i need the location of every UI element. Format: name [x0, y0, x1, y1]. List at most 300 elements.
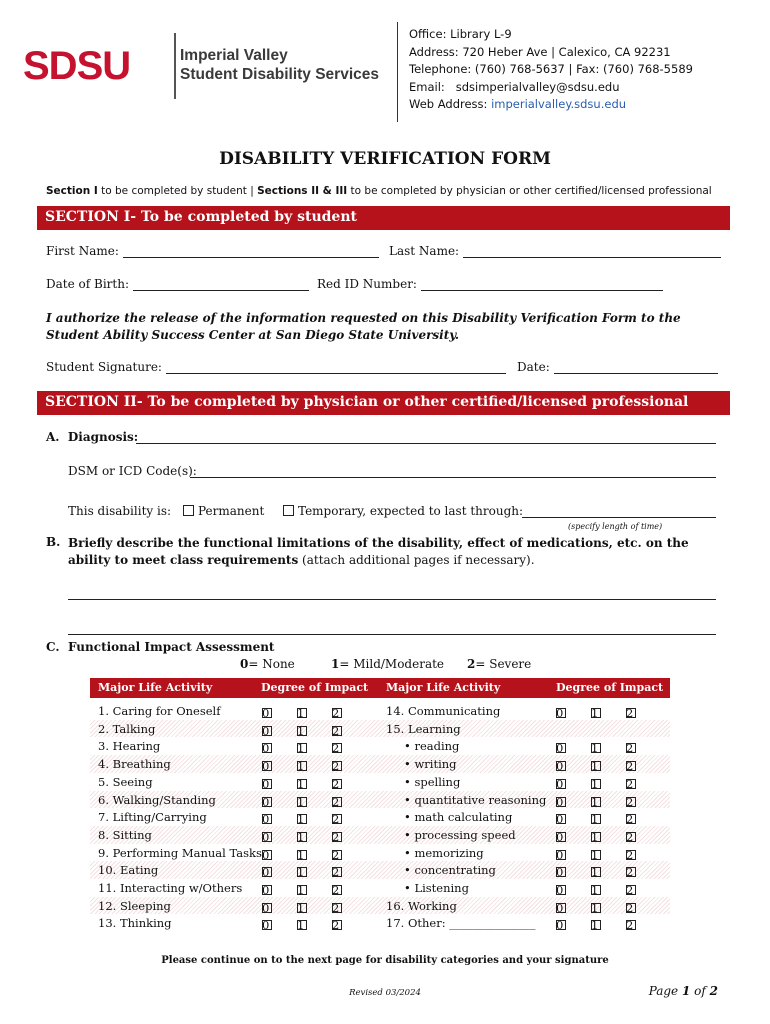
permanent-option[interactable]: [183, 504, 264, 518]
right-degree-0-checkbox[interactable]: [556, 847, 566, 862]
date-row: [517, 360, 718, 374]
right-degree-0-option[interactable]: [556, 883, 563, 897]
activity-right-label: processing speed: [414, 827, 516, 842]
last-name-field[interactable]: [463, 246, 721, 258]
left-degree-2-checkbox[interactable]: [332, 918, 342, 933]
left-degree-2-checkbox[interactable]: [332, 865, 342, 880]
subtitle-part1-bold: Section I: [46, 185, 98, 197]
right-degree-1-checkbox[interactable]: [591, 829, 601, 844]
right-degree-1-checkbox[interactable]: [591, 918, 601, 933]
right-degree-1-option[interactable]: [591, 901, 598, 915]
degree-label: 2: [626, 812, 634, 827]
right-degree-2-checkbox[interactable]: [626, 900, 636, 915]
left-degree-1-checkbox[interactable]: [297, 900, 307, 915]
degree-label: 1: [591, 741, 599, 756]
activity-right-label: spelling: [414, 774, 461, 789]
temporary-duration-field[interactable]: [522, 506, 716, 518]
left-degree-1-option[interactable]: [297, 830, 304, 844]
left-degree-1-checkbox[interactable]: [297, 741, 307, 756]
activity-right: [404, 881, 469, 895]
right-degree-2-option[interactable]: [626, 848, 633, 862]
right-degree-2-option[interactable]: [626, 812, 633, 826]
table-row: [90, 861, 670, 879]
scale-2-num: 2: [467, 657, 476, 671]
left-degree-2-option[interactable]: [332, 759, 339, 773]
right-degree-1-checkbox[interactable]: [591, 812, 601, 827]
left-degree-2-option[interactable]: [332, 848, 339, 862]
dsm-field[interactable]: [190, 466, 716, 478]
degree-label: 0: [262, 723, 270, 738]
left-degree-0-checkbox[interactable]: [262, 885, 272, 895]
left-degree-0-option[interactable]: [262, 724, 269, 738]
left-degree-1-checkbox[interactable]: [297, 723, 307, 738]
left-degree-1-option[interactable]: [297, 777, 304, 791]
left-degree-2-checkbox[interactable]: [332, 776, 342, 791]
left-degree-2-option[interactable]: [332, 724, 339, 738]
left-degree-2-option[interactable]: [332, 812, 339, 826]
table-row: [90, 879, 670, 897]
page-prefix: Page: [648, 984, 682, 998]
degree-label: 2: [626, 883, 634, 897]
scale-1: [331, 657, 444, 671]
activity-right-label: 17. Other: _______________: [386, 916, 536, 931]
right-degree-2-checkbox[interactable]: [626, 847, 636, 862]
left-degree-1-option[interactable]: [297, 883, 304, 897]
right-degree-2-option[interactable]: [626, 706, 633, 720]
office-divider: [397, 22, 398, 122]
dob-label: Date of Birth:: [46, 277, 129, 291]
right-degree-0-checkbox[interactable]: [556, 794, 566, 809]
left-degree-0-checkbox[interactable]: [262, 847, 272, 862]
table-row: [90, 826, 670, 844]
temporary-checkbox[interactable]: [283, 505, 294, 516]
web-link[interactable]: imperialvalley.sdsu.edu: [491, 97, 627, 112]
degree-label: 1: [297, 776, 305, 791]
activity-left: 13. Thinking: [98, 916, 172, 931]
bullet-icon: •: [404, 774, 415, 789]
bullet-icon: •: [404, 863, 415, 878]
left-degree-1-option[interactable]: [297, 848, 304, 862]
left-degree-1-option[interactable]: [297, 865, 304, 879]
activity-right: [386, 899, 457, 913]
degree-label: 2: [626, 847, 634, 862]
degree-label: 1: [297, 794, 305, 809]
right-degree-2-checkbox[interactable]: [626, 918, 636, 933]
degree-label: 0: [556, 706, 564, 720]
left-degree-0-checkbox[interactable]: [262, 900, 272, 915]
degree-label: 2: [332, 883, 340, 897]
degree-label: 1: [297, 812, 305, 827]
right-degree-1-option[interactable]: [591, 759, 598, 773]
right-degree-2-checkbox[interactable]: [626, 741, 636, 756]
degree-label: 2: [626, 918, 634, 933]
activity-right: [404, 739, 459, 753]
first-name-row: [46, 244, 379, 258]
degree-label: 0: [262, 776, 270, 791]
org-name: [180, 46, 379, 84]
left-degree-0-option[interactable]: [262, 901, 269, 915]
left-degree-1-checkbox[interactable]: [297, 847, 307, 862]
right-degree-2-checkbox[interactable]: [626, 794, 636, 809]
activity-right-label: writing: [414, 757, 457, 772]
activity-left: 8. Sitting: [98, 827, 152, 842]
right-degree-2-option[interactable]: [626, 865, 633, 879]
scale-2-text: = Severe: [475, 657, 532, 671]
degree-label: 2: [626, 759, 634, 774]
right-degree-0-checkbox[interactable]: [556, 865, 566, 880]
table-header: [90, 678, 670, 698]
left-degree-2-checkbox[interactable]: [332, 829, 342, 844]
left-degree-0-checkbox[interactable]: [262, 812, 272, 827]
left-degree-0-checkbox[interactable]: [262, 759, 272, 774]
dsm-row: [68, 464, 197, 478]
scale-0-text: = None: [248, 657, 295, 671]
item-b-text: [68, 535, 718, 569]
left-degree-2-checkbox[interactable]: [332, 759, 342, 774]
degree-label: 2: [626, 900, 634, 915]
diagnosis-field[interactable]: [136, 432, 716, 444]
right-degree-0-checkbox[interactable]: [556, 829, 566, 844]
left-degree-0-option[interactable]: [262, 918, 269, 932]
left-degree-0-checkbox[interactable]: [262, 741, 272, 756]
left-degree-0-option[interactable]: [262, 830, 269, 844]
right-degree-0-checkbox[interactable]: [556, 776, 566, 791]
right-degree-1-checkbox[interactable]: [591, 776, 601, 791]
degree-label: 0: [556, 865, 564, 880]
right-degree-0-option[interactable]: [556, 741, 563, 755]
degree-label: 0: [556, 794, 564, 809]
header-degree-left: Degree of Impact: [261, 681, 369, 694]
right-degree-2-option[interactable]: [626, 883, 633, 897]
right-degree-2-checkbox[interactable]: [626, 812, 636, 827]
degree-label: 0: [556, 776, 564, 791]
left-degree-0-checkbox[interactable]: [262, 865, 272, 880]
degree-label: 2: [332, 812, 340, 827]
right-degree-1-checkbox[interactable]: [591, 865, 601, 880]
activity-left: 12. Sleeping: [98, 898, 171, 913]
right-degree-1-checkbox[interactable]: [591, 900, 601, 915]
degree-label: 1: [297, 829, 305, 844]
right-degree-0-option[interactable]: [556, 759, 563, 773]
degree-label: 0: [556, 900, 564, 915]
left-degree-0-option[interactable]: [262, 741, 269, 755]
signature-row: [46, 360, 506, 374]
left-degree-2-option[interactable]: [332, 795, 339, 809]
degree-label: 0: [556, 759, 564, 774]
right-degree-2-option[interactable]: [626, 901, 633, 915]
degree-label: 1: [297, 723, 305, 738]
activity-right-label: memorizing: [414, 845, 484, 860]
degree-label: 1: [297, 759, 305, 774]
subtitle-part2: to be completed by physician or other certified/licensed professional: [347, 185, 712, 197]
temporary-option[interactable]: [283, 504, 523, 518]
right-degree-2-checkbox[interactable]: [626, 708, 636, 718]
left-degree-2-checkbox[interactable]: [332, 723, 342, 738]
degree-label: 2: [332, 776, 340, 791]
activity-left: 9. Performing Manual Tasks: [98, 845, 262, 860]
right-degree-0-option[interactable]: [556, 812, 563, 826]
right-degree-2-option[interactable]: [626, 830, 633, 844]
left-degree-2-checkbox[interactable]: [332, 812, 342, 827]
permanent-checkbox[interactable]: [183, 505, 194, 516]
left-degree-1-option[interactable]: [297, 759, 304, 773]
left-degree-0-option[interactable]: [262, 865, 269, 879]
office-telephone: Telephone: (760) 768-5637 | Fax: (760) 768-5589: [409, 62, 693, 77]
bullet-icon: •: [404, 845, 415, 860]
activity-right: [386, 704, 500, 718]
right-degree-0-checkbox[interactable]: [556, 759, 566, 774]
left-degree-1-checkbox[interactable]: [297, 759, 307, 774]
degree-label: 1: [297, 706, 305, 720]
left-degree-0-option[interactable]: [262, 777, 269, 791]
left-degree-1-checkbox[interactable]: [297, 829, 307, 844]
degree-label: 1: [591, 706, 599, 720]
activity-right-label: math calculating: [414, 810, 513, 825]
activity-left: 10. Eating: [98, 863, 159, 878]
left-degree-0-checkbox[interactable]: [262, 829, 272, 844]
bullet-icon: •: [404, 827, 415, 842]
activity-right: [404, 846, 484, 860]
degree-label: 1: [591, 829, 599, 844]
functional-impact-title: Functional Impact Assessment: [68, 640, 275, 654]
right-degree-1-option[interactable]: [591, 883, 598, 897]
left-degree-2-option[interactable]: [332, 777, 339, 791]
scale-0-num: 0: [240, 657, 249, 671]
degree-label: 1: [591, 776, 599, 791]
right-degree-0-checkbox[interactable]: [556, 812, 566, 827]
right-degree-0-option[interactable]: [556, 706, 563, 720]
bullet-icon: •: [404, 881, 415, 895]
office-info: [409, 26, 693, 114]
left-degree-2-checkbox[interactable]: [332, 847, 342, 862]
activity-right: [404, 810, 512, 824]
right-degree-1-option[interactable]: [591, 706, 598, 720]
authorization-statement: I authorize the release of the information requested on this Disability Verification Form to the Student Ability Success Center at San Diego State University.: [46, 311, 681, 342]
degree-label: 0: [262, 794, 270, 809]
left-degree-0-checkbox[interactable]: [262, 918, 272, 933]
right-degree-1-checkbox[interactable]: [591, 885, 601, 895]
degree-label: 0: [262, 741, 270, 756]
left-degree-2-checkbox[interactable]: [332, 885, 342, 895]
left-degree-1-option[interactable]: [297, 795, 304, 809]
red-id-label: Red ID Number:: [317, 277, 417, 291]
left-degree-0-checkbox[interactable]: [262, 794, 272, 809]
right-degree-1-option[interactable]: [591, 865, 598, 879]
left-degree-0-option[interactable]: [262, 759, 269, 773]
left-degree-1-checkbox[interactable]: [297, 776, 307, 791]
header-activity-left: Major Life Activity: [98, 681, 213, 694]
activity-right-label: reading: [414, 739, 460, 754]
right-degree-2-option[interactable]: [626, 918, 633, 932]
description-line-2[interactable]: [68, 634, 716, 635]
date-field[interactable]: [554, 362, 718, 374]
activity-right: [404, 793, 546, 807]
item-b-label: B.: [46, 535, 61, 549]
left-degree-1-checkbox[interactable]: [297, 708, 307, 718]
right-degree-1-option[interactable]: [591, 741, 598, 755]
degree-label: 1: [297, 847, 305, 862]
left-degree-1-option[interactable]: [297, 812, 304, 826]
right-degree-1-option[interactable]: [591, 848, 598, 862]
right-degree-0-option[interactable]: [556, 795, 563, 809]
header-activity-right: Major Life Activity: [386, 681, 501, 694]
left-degree-0-option[interactable]: [262, 848, 269, 862]
activity-right: [404, 828, 516, 842]
right-degree-0-option[interactable]: [556, 918, 563, 932]
email-value[interactable]: sdsimperialvalley@sdsu.edu: [455, 79, 620, 94]
bullet-icon: •: [404, 810, 415, 825]
office-address: Address: 720 Heber Ave | Calexico, CA 92231: [409, 44, 671, 59]
disability-type-label: This disability is:: [68, 504, 172, 518]
degree-label: 2: [332, 759, 340, 774]
degree-label: 0: [262, 900, 270, 915]
right-degree-0-option[interactable]: [556, 848, 563, 862]
table-row: [90, 773, 670, 791]
right-degree-2-checkbox[interactable]: [626, 885, 636, 895]
right-degree-1-option[interactable]: [591, 918, 598, 932]
degree-label: 2: [626, 829, 634, 844]
continue-note: Please continue on to the next page for disability categories and your signature: [161, 955, 609, 966]
left-degree-2-option[interactable]: [332, 706, 339, 720]
left-degree-2-option[interactable]: [332, 883, 339, 897]
degree-label: 2: [332, 918, 340, 933]
right-degree-1-option[interactable]: [591, 777, 598, 791]
bullet-icon: •: [404, 792, 415, 807]
right-degree-2-checkbox[interactable]: [626, 759, 636, 774]
left-degree-0-option[interactable]: [262, 706, 269, 720]
left-degree-1-checkbox[interactable]: [297, 812, 307, 827]
left-degree-2-checkbox[interactable]: [332, 741, 342, 756]
right-degree-2-option[interactable]: [626, 777, 633, 791]
right-degree-0-checkbox[interactable]: [556, 885, 566, 895]
red-id-row: [317, 277, 663, 291]
degree-label: 2: [626, 706, 634, 720]
right-degree-0-checkbox[interactable]: [556, 900, 566, 915]
degree-label: 0: [262, 865, 270, 880]
right-degree-0-option[interactable]: [556, 901, 563, 915]
degree-label: 1: [297, 918, 305, 933]
form-title: DISABILITY VERIFICATION FORM: [219, 149, 551, 169]
header-degree-right: Degree of Impact: [556, 681, 664, 694]
right-degree-2-checkbox[interactable]: [626, 829, 636, 844]
table-row: [90, 791, 670, 809]
description-line-1[interactable]: [68, 599, 716, 600]
office-web-row: [409, 96, 693, 114]
left-degree-1-option[interactable]: [297, 706, 304, 720]
left-degree-1-checkbox[interactable]: [297, 865, 307, 880]
right-degree-0-option[interactable]: [556, 865, 563, 879]
right-degree-1-checkbox[interactable]: [591, 847, 601, 862]
right-degree-1-option[interactable]: [591, 812, 598, 826]
first-name-field[interactable]: [123, 246, 379, 258]
right-degree-0-checkbox[interactable]: [556, 918, 566, 933]
permanent-label: Permanent: [198, 504, 265, 518]
activity-right-label: quantitative reasoning: [414, 792, 547, 807]
degree-label: 0: [556, 883, 564, 897]
left-degree-2-checkbox[interactable]: [332, 794, 342, 809]
right-degree-1-checkbox[interactable]: [591, 794, 601, 809]
activity-right-label: 14. Communicating: [386, 704, 501, 718]
disability-type-row: [68, 504, 171, 518]
diagnosis-label: Diagnosis:: [67, 430, 139, 444]
dob-row: [46, 277, 309, 291]
right-degree-2-option[interactable]: [626, 759, 633, 773]
left-degree-2-option[interactable]: [332, 865, 339, 879]
degree-label: 0: [556, 829, 564, 844]
activity-left: 1. Caring for Oneself: [98, 704, 221, 718]
left-degree-1-option[interactable]: [297, 918, 304, 932]
right-degree-2-checkbox[interactable]: [626, 865, 636, 880]
table-row: [90, 808, 670, 826]
right-degree-2-option[interactable]: [626, 741, 633, 755]
right-degree-1-option[interactable]: [591, 830, 598, 844]
red-id-field[interactable]: [421, 279, 663, 291]
right-degree-0-option[interactable]: [556, 777, 563, 791]
left-degree-0-option[interactable]: [262, 795, 269, 809]
right-degree-1-checkbox[interactable]: [591, 759, 601, 774]
left-degree-1-checkbox[interactable]: [297, 885, 307, 895]
diagnosis-row: [46, 430, 138, 444]
item-b-bold: Briefly describe the functional limitations of the disability, effect of medications, etc. on the ability to meet class requirements: [68, 536, 689, 567]
dob-field[interactable]: [133, 279, 309, 291]
left-degree-2-option[interactable]: [332, 918, 339, 932]
activity-right: [386, 722, 461, 736]
page-total: 2: [709, 984, 718, 998]
degree-label: 0: [556, 918, 564, 933]
left-degree-2-checkbox[interactable]: [332, 708, 342, 718]
left-degree-0-checkbox[interactable]: [262, 776, 272, 791]
degree-label: 2: [332, 900, 340, 915]
degree-label: 0: [262, 706, 270, 720]
right-degree-2-option[interactable]: [626, 795, 633, 809]
left-degree-2-checkbox[interactable]: [332, 900, 342, 915]
left-degree-0-option[interactable]: [262, 883, 269, 897]
left-degree-1-option[interactable]: [297, 901, 304, 915]
left-degree-0-option[interactable]: [262, 812, 269, 826]
page-number: [649, 984, 718, 998]
left-degree-1-checkbox[interactable]: [297, 918, 307, 933]
right-degree-1-checkbox[interactable]: [591, 708, 601, 718]
degree-label: 2: [332, 706, 340, 720]
web-label: Web Address:: [409, 97, 488, 112]
signature-field[interactable]: [166, 362, 506, 374]
left-degree-1-option[interactable]: [297, 724, 304, 738]
form-subtitle: [46, 185, 712, 197]
left-degree-2-option[interactable]: [332, 741, 339, 755]
office-location: Office: Library L-9: [409, 27, 512, 41]
degree-label: 0: [262, 847, 270, 862]
left-degree-2-option[interactable]: [332, 901, 339, 915]
left-degree-1-option[interactable]: [297, 741, 304, 755]
degree-label: 2: [332, 794, 340, 809]
degree-label: 1: [297, 865, 305, 880]
right-degree-0-checkbox[interactable]: [556, 708, 566, 718]
right-degree-0-checkbox[interactable]: [556, 741, 566, 756]
degree-label: 2: [626, 776, 634, 791]
degree-label: 1: [591, 918, 599, 933]
left-degree-1-checkbox[interactable]: [297, 794, 307, 809]
right-degree-1-option[interactable]: [591, 795, 598, 809]
right-degree-2-checkbox[interactable]: [626, 776, 636, 791]
activity-right: [404, 775, 460, 789]
left-degree-0-checkbox[interactable]: [262, 708, 272, 718]
right-degree-0-option[interactable]: [556, 830, 563, 844]
left-degree-2-option[interactable]: [332, 830, 339, 844]
section-2-header: SECTION II- To be completed by physician or other certified/licensed professional: [37, 391, 730, 415]
left-degree-0-checkbox[interactable]: [262, 723, 272, 738]
right-degree-1-checkbox[interactable]: [591, 741, 601, 756]
degree-label: 1: [591, 794, 599, 809]
